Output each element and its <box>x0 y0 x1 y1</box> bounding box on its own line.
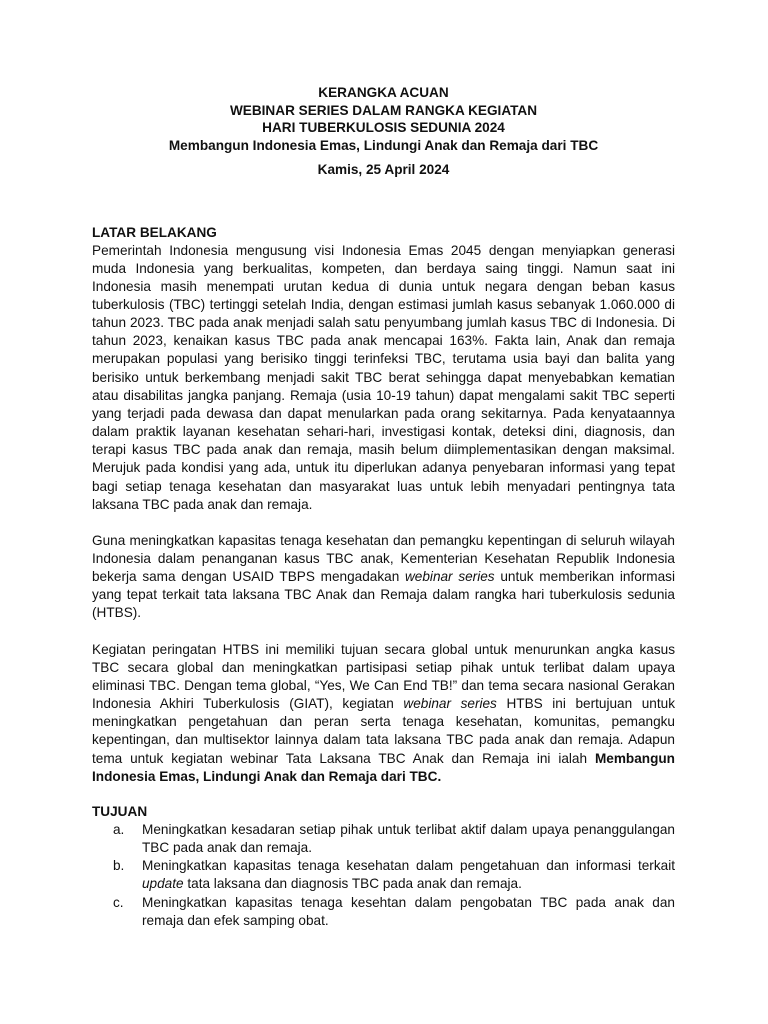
doc-title: KERANGKA ACUAN <box>318 85 449 100</box>
doc-subtitle-webinar: WEBINAR SERIES DALAM RANGKA KEGIATAN <box>229 102 538 118</box>
doc-date: Kamis, 25 April 2024 <box>317 162 450 177</box>
paragraph-latar-1: Pemerintah Indonesia mengusung visi Indonesia Emas 2045 dengan menyiapkan generasi muda Indonesia yang berkualitas, kompeten, dan berdaya saing tinggi. Namun saat ini Indonesia masih menempati urutan kedua di dunia untuk negara dengan beban kasus tuberkulosis (TBC) tertinggi setelah India, dengan estimasi jumlah kasus sebanyak 1.060.000 di tahun 2023. TBC pada anak menjadi salah satu penyumbang jumlah kasus TBC di Indonesia. Di tahun 2023, kenaikan kasus TBC pada anak mencapai 163%. Fakta lain, Anak dan remaja merupakan populasi yang berisiko tinggi terinfeksi TBC, terutama usia bayi dan balita yang berisiko untuk berkembang menjadi sakit TBC berat sehingga dapat menyebabkan kematian atau disabilitas jangka panjang. Remaja (usia 10-19 tahun) dapat mengalami sakit TBC seperti yang terjadi pada dewasa dan dapat menularkan pada orang sekitarnya. Pada kenyataannya dalam praktik layanan kesehatan sehari-hari, investigasi kontak, deteksi dini, diagnosis, dan terapi kasus TBC pada anak dan remaja, masih belum diimplementasikan dengan maksimal. Merujuk pada kondisi yang ada, untuk itu diperlukan adanya penyebaran informasi yang tepat bagi setiap tenaga kesehatan dan masyarakat luas untuk lebih menyadari pentingnya tata laksana TBC pada anak dan remaja. <box>92 242 675 512</box>
list-marker: a. <box>113 821 125 837</box>
italic-term: webinar series <box>404 569 495 585</box>
bold-theme: Membangun Indonesia Emas, Lindungi Anak dan Remaja dari TBC. <box>92 750 675 784</box>
list-item <box>92 894 675 930</box>
paragraph-latar-2 <box>92 532 675 623</box>
paragraph-text: untuk memberikan informasi yang tepat terkait tata laksana TBC Anak dan Remaja dalam rangka hari tuberkulosis sedunia (HTBS). <box>92 569 675 621</box>
section-heading-tujuan: TUJUAN <box>92 803 148 819</box>
italic-term: update <box>142 876 184 892</box>
paragraph-text: Guna meningkatkan kapasitas tenaga kesehatan dan pemangku kepentingan di seluruh wilayah Indonesia dalam penanganan kasus TBC anak, Kementerian Kesehatan Republik Indonesia bekerja sama dengan USAID TBPS mengadakan <box>92 532 675 585</box>
list-item-text: tata laksana dan diagnosis TBC pada anak dan remaja. <box>183 876 522 892</box>
list-item-text: Meningkatkan kapasitas tenaga kesehtan dalam pengobatan TBC pada anak dan remaja dan efek samping obat. <box>142 894 675 928</box>
list-item <box>92 821 675 857</box>
document-page <box>92 84 675 930</box>
document-header <box>92 84 675 179</box>
doc-theme: Membangun Indonesia Emas, Lindungi Anak dan Remaja dari TBC <box>168 137 599 153</box>
doc-subtitle-event: HARI TUBERKULOSIS SEDUNIA 2024 <box>262 120 505 135</box>
paragraph-text: Kegiatan peringatan HTBS ini memiliki tujuan secara global untuk menurunkan angka kasus TBC secara global dan meningkatkan partisipasi setiap pihak untuk terlibat dalam upaya eliminasi TBC. Dengan tema global, “Yes, We Can End TB!” dan tema secara nasional Gerakan Indonesia Akhiri Tuberkulosis (GIAT), kegiatan <box>92 641 675 712</box>
paragraph-text: HTBS ini bertujuan untuk meningkatkan pengetahuan dan peran serta tenaga kesehatan, komunitas, pemangku kepentingan, dan multisektor lainnya dalam tata laksana TBC pada anak dan remaja. Adapun tema untuk kegiatan webinar Tata Laksana TBC Anak dan Remaja ini ialah <box>92 696 676 766</box>
paragraph-latar-3 <box>92 641 675 786</box>
list-marker: c. <box>113 894 124 910</box>
list-marker: b. <box>113 858 125 874</box>
list-item-text: Meningkatkan kapasitas tenaga kesehatan dalam pengetahuan dan informasi terkait <box>142 858 675 874</box>
section-heading-latar-belakang: LATAR BELAKANG <box>92 224 217 240</box>
italic-term: webinar series <box>403 696 497 712</box>
list-item <box>92 857 675 893</box>
list-item-text: Meningkatkan kesadaran setiap pihak untuk terlibat aktif dalam upaya penanggulangan TBC pada anak dan remaja. <box>142 821 675 856</box>
tujuan-list <box>92 821 675 930</box>
